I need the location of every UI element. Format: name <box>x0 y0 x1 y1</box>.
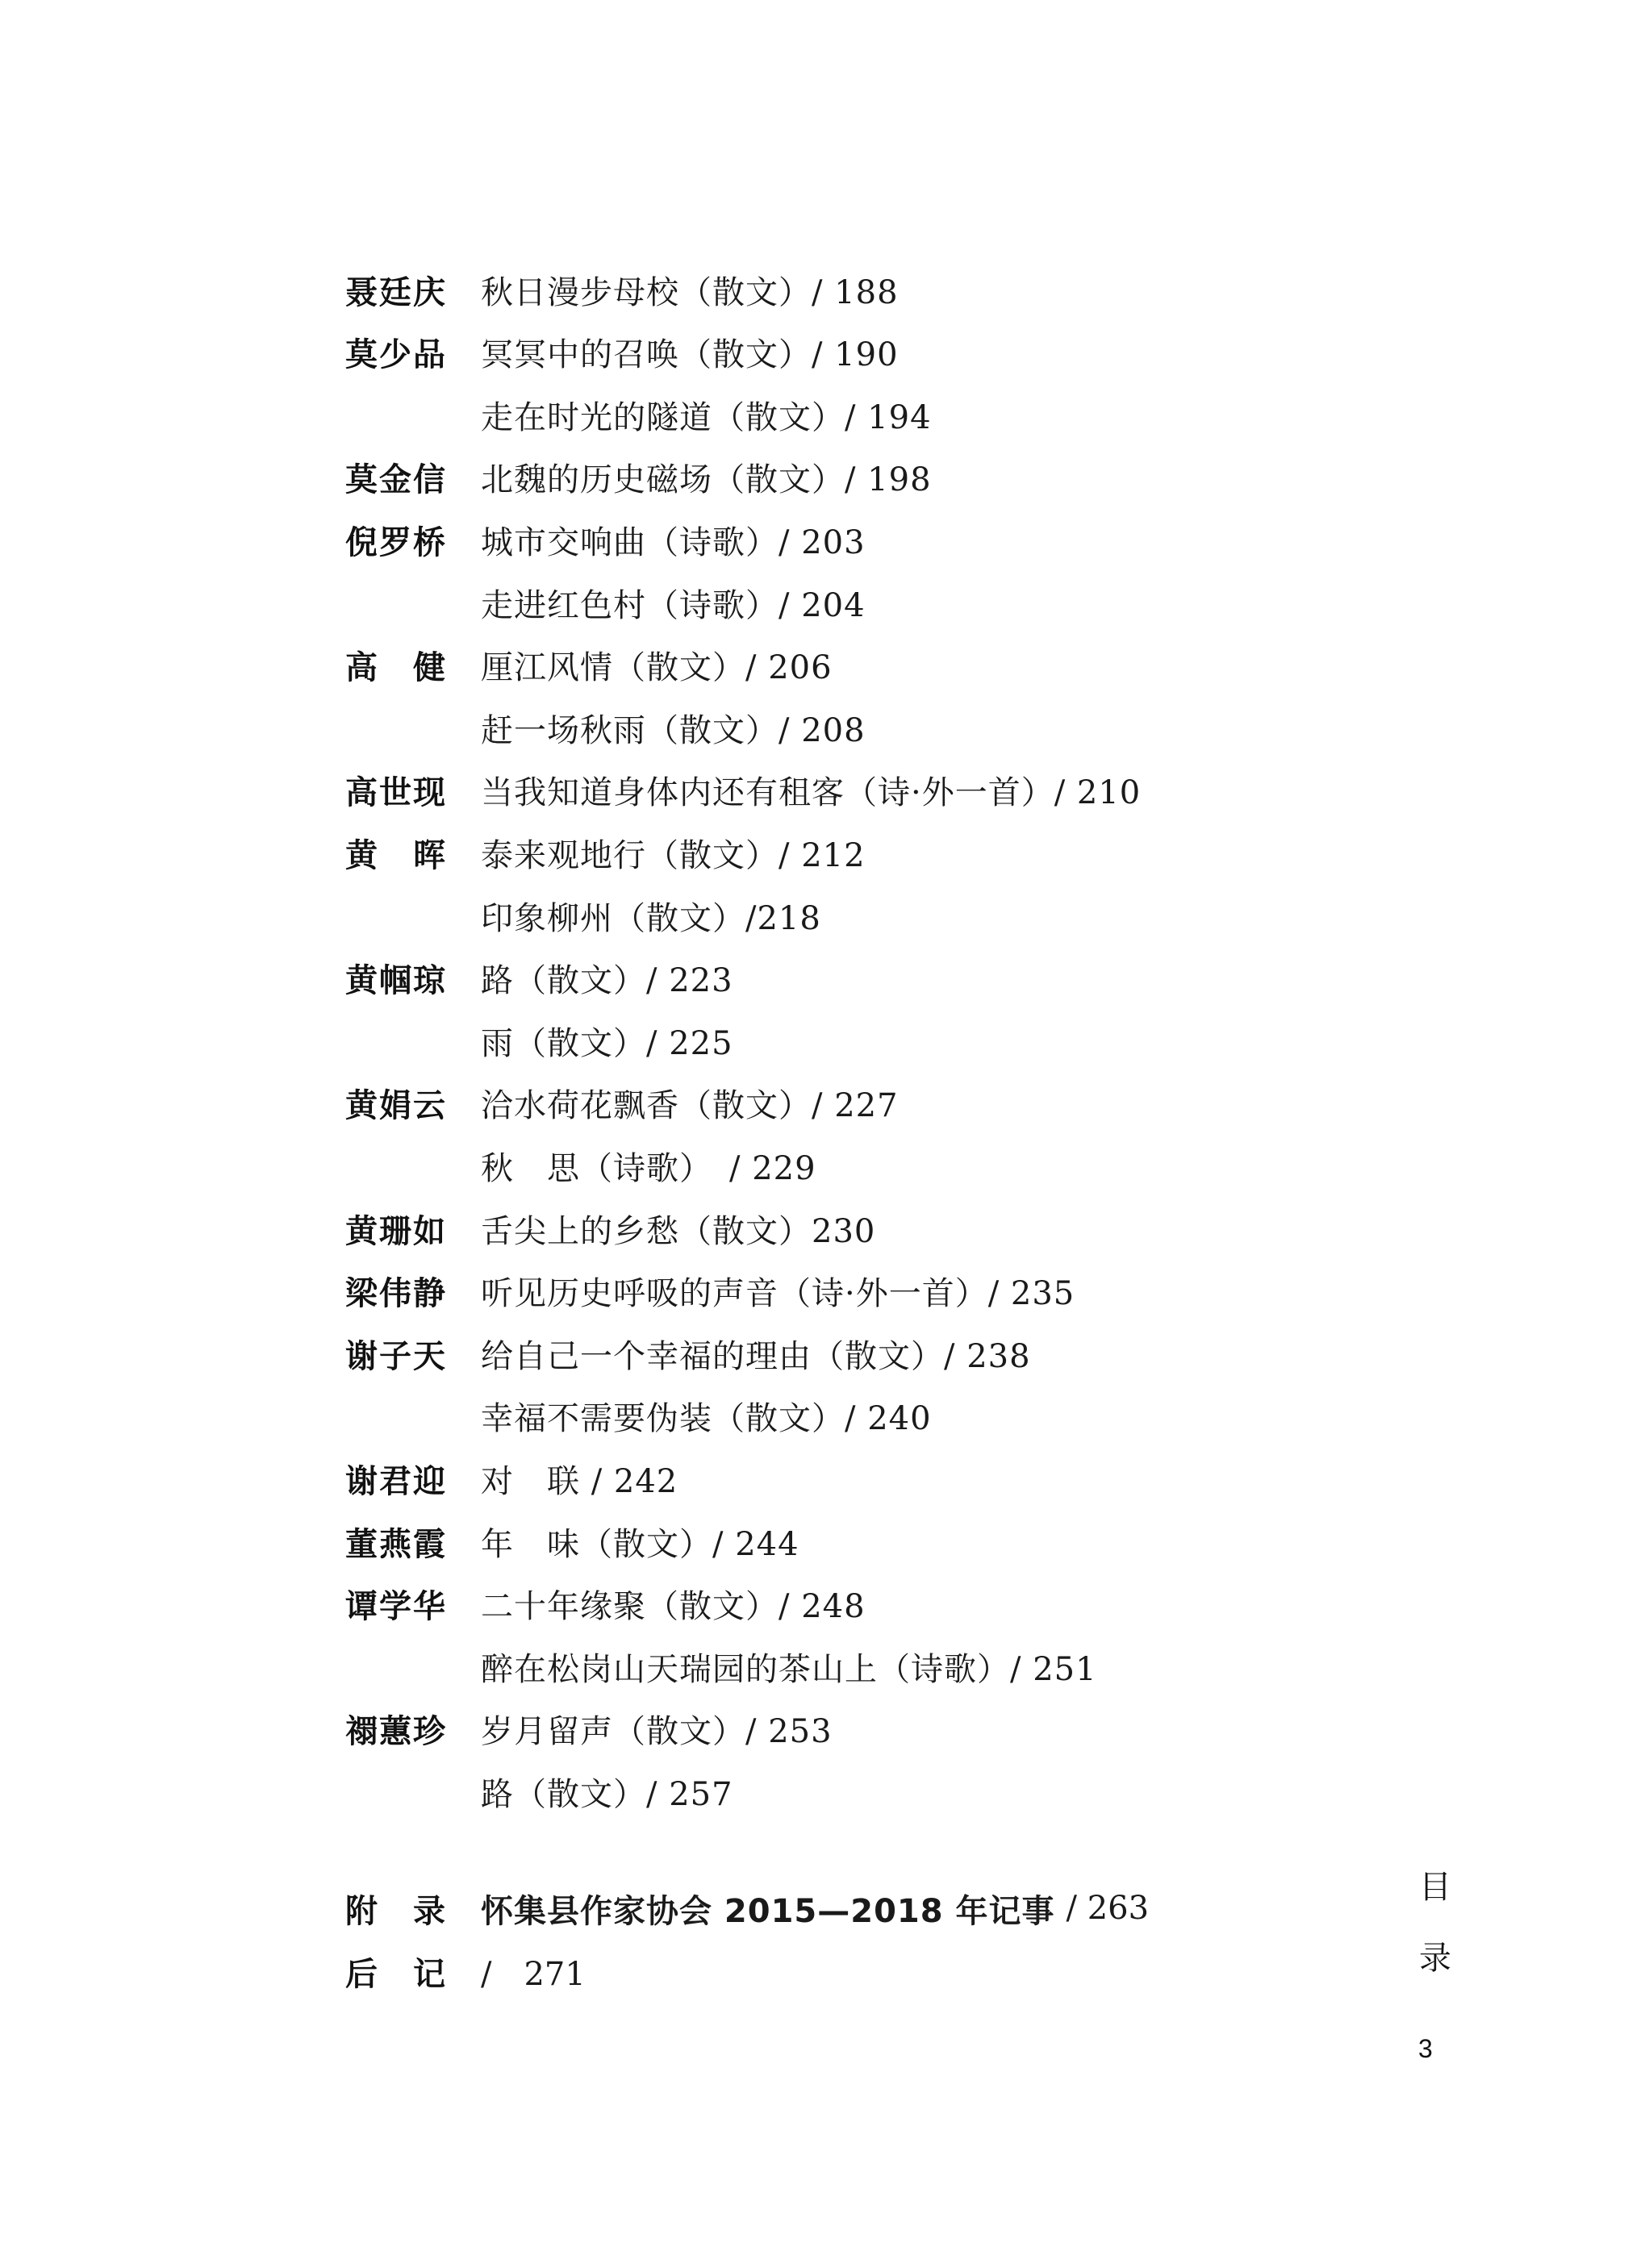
toc-title: 当我知道身体内还有租客（诗·外一首）/ 210 <box>481 774 1142 812</box>
toc-entry <box>345 1447 678 1510</box>
toc-entry <box>345 1197 875 1260</box>
toc-author: 梁伟静 <box>345 1275 447 1313</box>
toc-entry <box>345 571 866 634</box>
toc-entry <box>345 258 899 321</box>
toc-title: 给自己一个幸福的理由（散文）/ 238 <box>481 1337 1031 1375</box>
toc-author: 黄帼琼 <box>345 962 447 1000</box>
toc-title: 赶一场秋雨（散文）/ 208 <box>481 711 866 749</box>
toc-author: 谭学华 <box>345 1588 447 1626</box>
toc-entry <box>345 884 821 947</box>
toc-entry <box>345 696 866 759</box>
toc-title: 城市交响曲（诗歌）/ 203 <box>481 523 866 561</box>
toc-author: 聂廷庆 <box>345 273 447 311</box>
toc-title: 泰来观地行（散文）/ 212 <box>481 836 866 874</box>
toc-entry <box>345 1385 932 1448</box>
postscript-page: / 271 <box>481 1955 586 1993</box>
appendix-label: 附 录 <box>345 1892 447 1930</box>
page-number: 3 <box>1418 2034 1433 2063</box>
toc-author: 高 健 <box>345 649 447 687</box>
toc-title: 冥冥中的召唤（散文）/ 190 <box>481 336 899 374</box>
toc-author: 谢君迎 <box>345 1462 447 1500</box>
toc-title: 幸福不需要伪装（散文）/ 240 <box>481 1400 932 1438</box>
toc-title: 对 联 / 242 <box>481 1462 678 1500</box>
toc-entry <box>345 1322 1031 1385</box>
toc-title: 秋 思（诗歌） / 229 <box>481 1149 816 1187</box>
toc-title: 二十年缘聚（散文）/ 248 <box>481 1588 866 1626</box>
toc-title: 洽水荷花飘香（散文）/ 227 <box>481 1087 899 1125</box>
toc-entry <box>345 1635 1097 1698</box>
toc-entry <box>345 759 1141 822</box>
toc-entry <box>345 1510 799 1573</box>
toc-entry <box>345 508 866 571</box>
section-label-vertical <box>1416 1852 1455 1994</box>
toc-title: 走在时光的隧道（散文）/ 194 <box>481 398 932 436</box>
toc-author: 倪罗桥 <box>345 523 447 561</box>
toc-entry <box>345 947 733 1010</box>
toc-title: 走进红色村（诗歌）/ 204 <box>481 586 866 624</box>
toc-entry <box>345 1009 733 1072</box>
toc-title: 醉在松岗山天瑞园的茶山上（诗歌）/ 251 <box>481 1650 1097 1688</box>
postscript-label: 后 记 <box>345 1955 447 1993</box>
toc-entry <box>345 1260 1075 1323</box>
toc-author: 黄珊如 <box>345 1212 447 1250</box>
toc-title: 厘江风情（散文）/ 206 <box>481 649 833 687</box>
toc-entry <box>345 1760 733 1823</box>
toc-entry <box>345 446 932 509</box>
toc-author: 禤蕙珍 <box>345 1713 447 1751</box>
toc-entry <box>345 1134 816 1197</box>
toc-author: 谢子天 <box>345 1337 447 1375</box>
toc-entry <box>345 821 866 884</box>
toc-title: 年 味（散文）/ 244 <box>481 1525 799 1563</box>
toc-title: 舌尖上的乡愁（散文）230 <box>481 1212 876 1250</box>
toc-entry <box>345 634 833 697</box>
toc-title: 雨（散文）/ 225 <box>481 1024 733 1062</box>
toc-title: 北魏的历史磁场（散文）/ 198 <box>481 461 932 499</box>
toc-postscript <box>345 1940 586 2003</box>
toc-author: 黄娟云 <box>345 1087 447 1125</box>
toc-author: 莫金信 <box>345 461 447 499</box>
toc-author: 董燕霞 <box>345 1525 447 1563</box>
section-label-char: 目 <box>1419 1869 1451 1906</box>
toc-author: 黄 晖 <box>345 836 447 874</box>
toc-entry <box>345 383 932 446</box>
toc-title: 听见历史呼吸的声音（诗·外一首）/ 235 <box>481 1275 1075 1313</box>
toc-author: 高世现 <box>345 774 447 812</box>
toc-title: 印象柳州（散文）/218 <box>481 899 821 937</box>
toc-author: 莫少品 <box>345 336 447 374</box>
toc-title: 路（散文）/ 223 <box>481 962 733 1000</box>
appendix-page: / 263 <box>1066 1890 1150 1927</box>
toc-entry <box>345 1072 899 1135</box>
toc-appendix <box>345 1877 1149 1940</box>
toc-entry <box>345 1573 866 1636</box>
toc-title: 路（散文）/ 257 <box>481 1775 733 1813</box>
toc-entry <box>345 321 899 384</box>
toc-title: 秋日漫步母校（散文）/ 188 <box>481 273 899 311</box>
appendix-title: 怀集县作家协会 2015—2018 年记事 <box>481 1892 1055 1930</box>
toc-entry <box>345 1698 833 1761</box>
section-label-char: 录 <box>1419 1940 1451 1977</box>
toc-title: 岁月留声（散文）/ 253 <box>481 1713 833 1751</box>
